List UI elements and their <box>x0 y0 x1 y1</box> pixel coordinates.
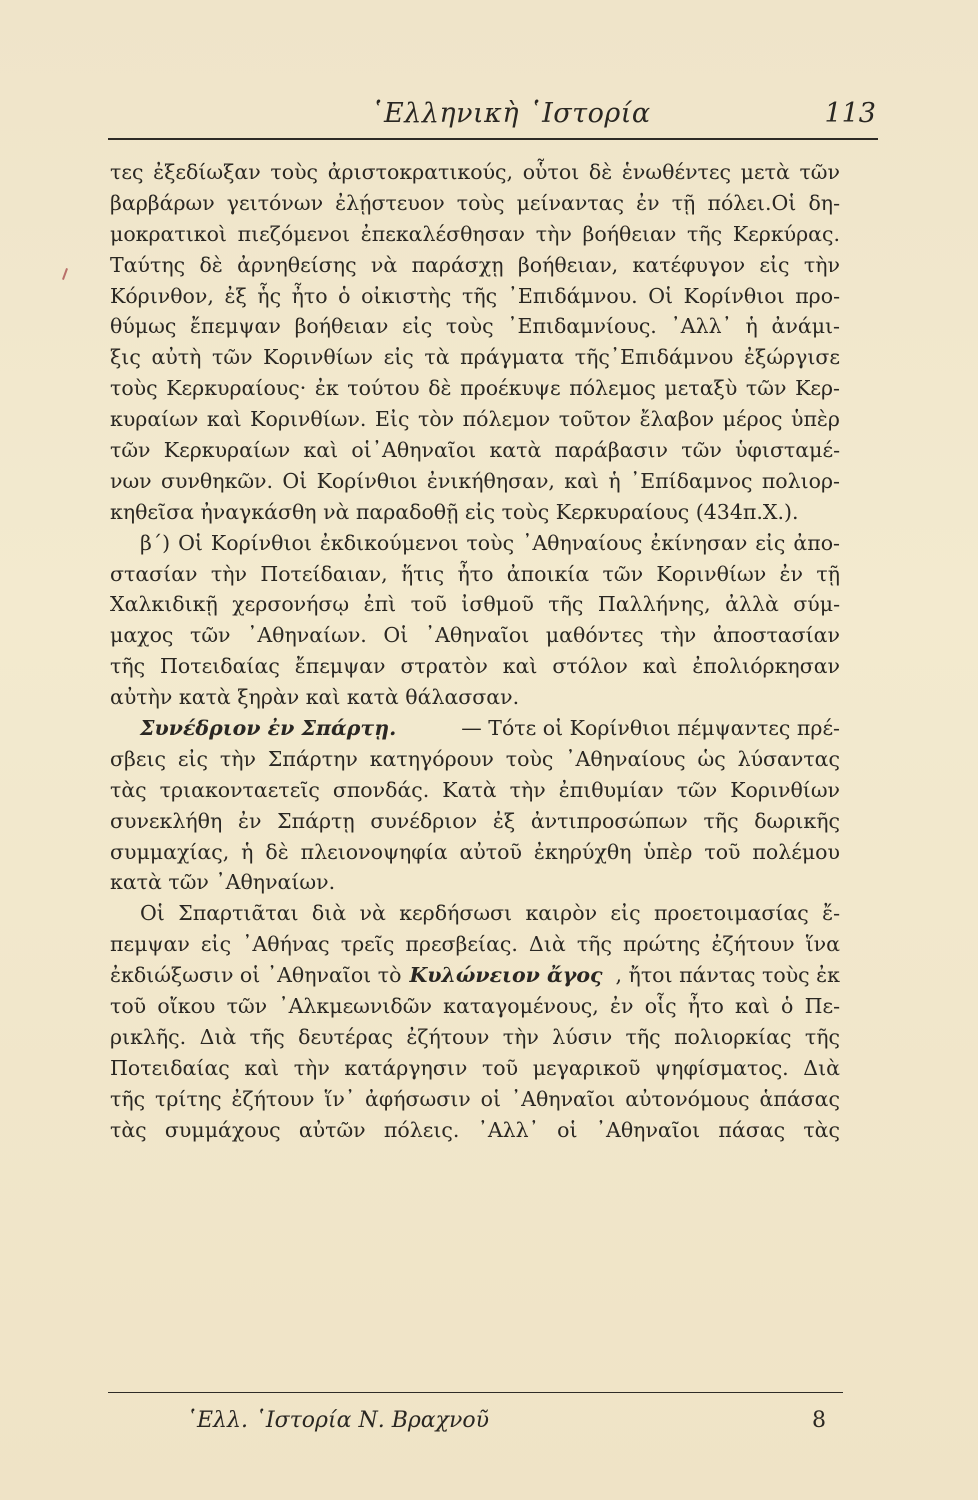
text-line: Κόρινθον, ἐξ ἧς ἦτο ὁ οἰκιστὴς τῆς ᾿Επιδάμνου. Οἱ Κορίνθιοι προ- <box>110 283 840 308</box>
text-line: ρικλῆς. Διὰ τῆς δευτέρας ἐζήτουν τὴν λύσιν τῆς πολιορκίας τῆς <box>110 1024 840 1049</box>
page-footer <box>186 1408 826 1442</box>
text-line: τοῦ οἴκου τῶν ᾿Αλκμεωνιδῶν καταγομένους, ἐν οἷς ἦτο καὶ ὁ Πε- <box>110 994 840 1019</box>
text-line: — Τότε οἱ Κορίνθιοι πέμψαντες πρέ- <box>461 716 840 741</box>
text-line: τὰς τριακονταετεῖς σπονδάς. Κατὰ τὴν ἐπιθυμίαν τῶν Κορινθίων <box>110 777 840 802</box>
text-line: τες ἐξεδίωξαν τοὺς ἀριστοκρατικούς, οὗτοι δὲ ἑνωθέντες μετὰ τῶν <box>110 160 840 184</box>
text-line: Χαλκιδικῇ χερσονήσῳ ἐπὶ τοῦ ἰσθμοῦ τῆς Παλλήνης, ἀλλὰ σύμ- <box>110 592 840 617</box>
text-line: βαρβάρων γειτόνων ἐλῄστευον τοὺς μείναντας ἐν τῇ πόλει.Οἱ δη- <box>110 190 840 215</box>
section-heading: Συνέδριον ἐν Σπάρτῃ. <box>140 716 397 741</box>
text-line: σβεις εἰς τὴν Σπάρτην κατηγόρουν τοὺς ᾿Αθηναίους ὡς λύσαντας <box>110 746 840 771</box>
footer-rule <box>108 1392 843 1393</box>
text-line: νων συνθηκῶν. Οἱ Κορίνθιοι ἐνικήθησαν, καὶ ἡ ᾿Επίδαμνος πολιορ- <box>110 468 840 493</box>
text-line: ξις αὐτὴ τῶν Κορινθίων εἰς τὰ πράγματα τῆς᾿Επιδάμνου ἐξώργισε <box>110 345 840 370</box>
text-line: αὐτὴν κατὰ ξηρὰν καὶ κατὰ θάλασσαν. <box>110 685 520 710</box>
text-line: μοκρατικοὶ πιεζόμενοι ἐπεκαλέσθησαν τὴν βοήθειαν τῆς Κερκύρας. <box>110 221 840 246</box>
text-line: συνεκλήθη ἐν Σπάρτῃ συνέδριον ἐξ ἀντιπροσώπων τῆς δωρικῆς <box>110 808 840 833</box>
text-line: Ταύτης δὲ ἀρνηθείσης νὰ παράσχῃ βοήθειαν, κατέφυγον εἰς τὴν <box>110 252 840 277</box>
text-line: πεμψαν εἰς ᾿Αθήνας τρεῖς πρεσβείας. Διὰ τῆς πρώτης ἐζήτουν ἵνα <box>110 932 840 957</box>
text-line: μαχος τῶν ᾿Αθηναίων. Οἱ ᾿Αθηναῖοι μαθόντες τὴν ἀποστασίαν <box>110 623 840 648</box>
text-line: τῆς τρίτης ἐζήτουν ἵν᾿ ἀφήσωσιν οἱ ᾿Αθηναῖοι αὐτονόμους ἁπάσας <box>110 1086 840 1111</box>
text-line: στασίαν τὴν Ποτείδαιαν, ἥτις ἦτο ἀποικία τῶν Κορινθίων ἐν τῇ <box>110 561 840 586</box>
body-text <box>110 157 840 1146</box>
page-number: 113 <box>824 98 876 129</box>
text-line: Ποτειδαίας καὶ τὴν κατάργησιν τοῦ μεγαρικοῦ ψηφίσματος. Διὰ <box>110 1055 840 1080</box>
italic-term: Κυλώνειον ἄγος <box>409 963 603 988</box>
text-line: ἐκδιώξωσιν οἱ ᾿Αθηναῖοι τὸ <box>110 963 402 988</box>
text-line: β΄) Οἱ Κορίνθιοι ἐκδικούμενοι τοὺς ᾿Αθηναίους ἐκίνησαν εἰς ἀπο- <box>140 530 840 555</box>
text-line: τῶν Κερκυραίων καὶ οἱ᾿Αθηναῖοι κατὰ παράβασιν τῶν ὑφισταμέ- <box>110 438 840 463</box>
text-line: τὰς συμμάχους αὐτῶν πόλεις. ᾿Αλλ᾿ οἱ ᾿Αθηναῖοι πάσας τὰς <box>110 1117 840 1142</box>
text-line: τῆς Ποτειδαίας ἔπεμψαν στρατὸν καὶ στόλον καὶ ἐπολιόρκησαν <box>110 654 840 679</box>
text-line: συμμαχίας, ἡ δὲ πλειονοψηφία αὐτοῦ ἐκηρύχθη ὑπὲρ τοῦ πολέμου <box>110 839 840 864</box>
text-line: Οἱ Σπαρτιᾶται διὰ νὰ κερδήσωσι καιρὸν εἰς προετοιμασίας ἔ- <box>140 901 840 926</box>
running-title: ῾Ελληνικὴ ῾Ιστορία <box>370 98 651 129</box>
text-line: κατὰ τῶν ᾿Αθηναίων. <box>110 870 336 895</box>
ink-mark <box>62 268 68 280</box>
signature-number: 8 <box>812 1408 826 1433</box>
text-line: κηθεῖσα ἠναγκάσθη νὰ παραδοθῇ εἰς τοὺς Κερκυραίους (434π.Χ.). <box>110 499 799 524</box>
text-line: τοὺς Κερκυραίους· ἐκ τούτου δὲ προέκυψε πόλεμος μεταξὺ τῶν Κερ- <box>110 376 840 401</box>
text-line: θύμως ἔπεμψαν βοήθειαν εἰς τοὺς ᾿Επιδαμνίους. ᾿Αλλ᾿ ἡ ἀνάμι- <box>110 314 840 339</box>
signature-title: ῾Ελλ. ῾Ιστορία Ν. Βραχνοῦ <box>186 1408 489 1433</box>
page-header <box>108 92 878 140</box>
italic-term-line <box>110 960 840 991</box>
text-line: κυραίων καὶ Κορινθίων. Εἰς τὸν πόλεμον τοῦτον ἔλαβον μέρος ὑπὲρ <box>110 407 840 432</box>
text-line: , ἤτοι πάντας τοὺς ἐκ <box>615 963 840 988</box>
section-heading-line <box>110 713 840 744</box>
